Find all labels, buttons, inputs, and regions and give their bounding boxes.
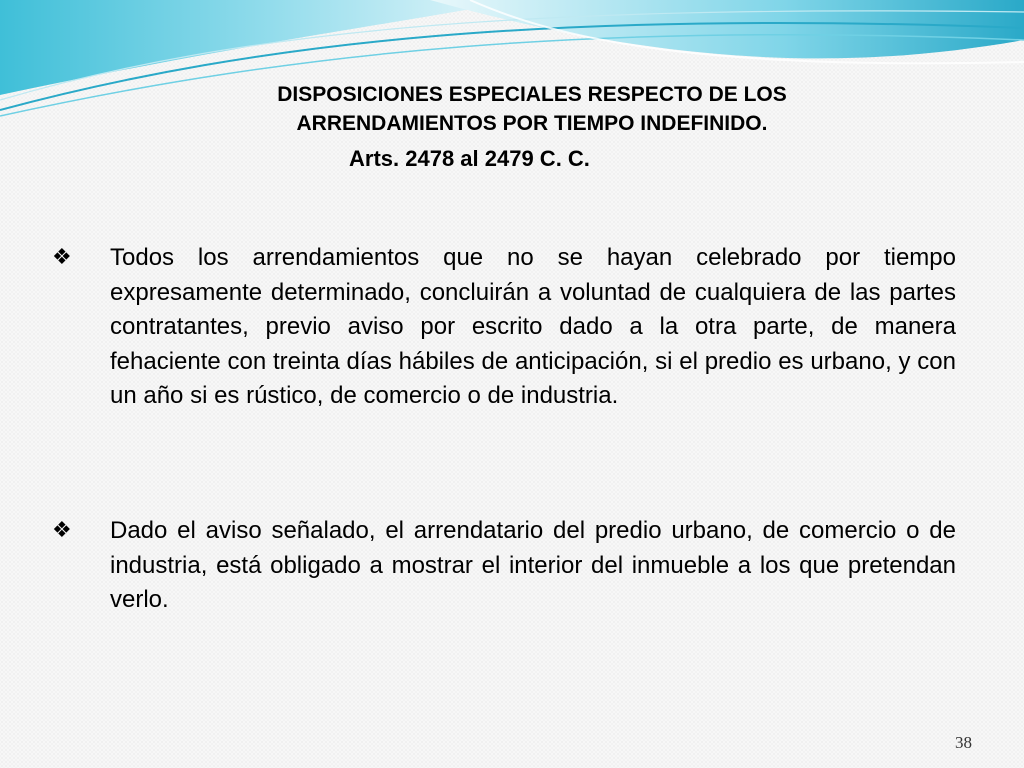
page-number: 38 xyxy=(955,733,972,752)
bullet-text: Todos los arrendamientos que no se hayan celebrado por tiempo expresamente determinado, concluirán a voluntad de cualquiera de las partes contratantes, previo aviso por escrito dado a la otra parte, de manera fehaciente con treinta días hábiles de anticipación, si el predio es urbano, y con un año si es rústico, de comercio o de industria. xyxy=(110,244,956,409)
slide-title xyxy=(200,80,864,138)
bullet-item xyxy=(50,514,956,618)
slide-title-line-1: DISPOSICIONES ESPECIALES RESPECTO DE LOS xyxy=(277,83,787,106)
diamond-bullet-icon: ❖ xyxy=(52,245,72,270)
slide-subtitle: Arts. 2478 al 2479 C. C. xyxy=(349,146,590,171)
bullet-text: Dado el aviso señalado, el arrendatario del predio urbano, de comercio o de industria, está obligado a mostrar el interior del inmueble a los que pretendan verlo. xyxy=(110,517,956,613)
diamond-bullet-icon: ❖ xyxy=(52,518,72,543)
bullet-item xyxy=(50,241,956,414)
slide-title-line-2: ARRENDAMIENTOS POR TIEMPO INDEFINIDO. xyxy=(296,112,768,135)
